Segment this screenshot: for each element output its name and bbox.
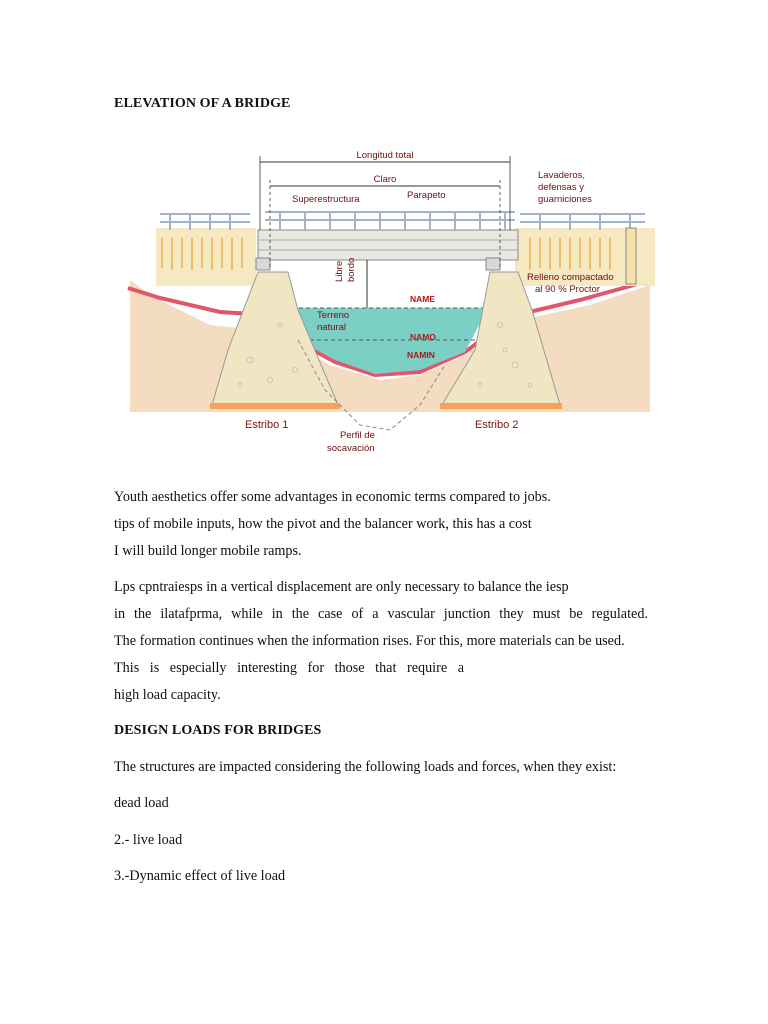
bearing-2	[486, 258, 500, 270]
bridge-elevation-figure	[120, 140, 660, 465]
label-estribo-2: Estribo 2	[475, 419, 519, 431]
label-libre: Libre	[334, 260, 345, 282]
label-lavaderos-3: guarniciones	[538, 194, 592, 205]
bridge-elevation-diagram	[120, 140, 660, 465]
label-name: NAME	[410, 294, 436, 304]
right-post	[626, 228, 636, 284]
label-terreno-2: natural	[317, 322, 347, 333]
page-title: ELEVATION OF A BRIDGE	[114, 96, 291, 111]
label-lavaderos-2: defensas y	[538, 182, 584, 193]
label-perfil-2: socavación	[327, 443, 375, 454]
left-fill-top	[156, 228, 256, 286]
footing-2	[440, 403, 562, 409]
label-namo: NAMO	[410, 332, 436, 342]
label-namin: NAMIN	[407, 350, 435, 360]
bearing-1	[256, 258, 270, 270]
label-bordo: bordo	[346, 257, 357, 282]
paragraph2-line-4: This is especially interesting for those that require a	[114, 660, 464, 676]
paragraph1-line-1: Youth aesthetics offer some advantages in economic terms compared to jobs.	[114, 489, 551, 505]
label-relleno-1: Relleno compactado	[527, 272, 614, 283]
section2-intro: The structures are impacted considering the following loads and forces, when they exist:	[114, 759, 617, 775]
label-terreno-1: Terreno	[317, 310, 350, 321]
paragraph2-line-3: The formation continues when the information rises. For this, more materials can be used.	[114, 633, 625, 649]
left-railing	[160, 214, 250, 230]
paragraph2-line-1: Lps cpntraiesps in a vertical displacement are only necessary to balance the iesp	[114, 579, 569, 595]
label-lavaderos-1: Lavaderos,	[538, 170, 586, 181]
label-superestructura: Superestructura	[292, 194, 360, 205]
load-item-3: 3.-Dynamic effect of live load	[114, 868, 286, 884]
bridge-railing	[265, 212, 515, 230]
paragraph2-line-5: high load capacity.	[114, 687, 221, 703]
label-claro: Claro	[373, 174, 397, 185]
paragraph2-line-2: in the ilatafprma, while in the case of a vascular junction they must be regulated.	[114, 606, 648, 622]
bridge-deck	[258, 230, 518, 260]
label-estribo-1: Estribo 1	[245, 419, 289, 431]
paragraph1-line-2: tips of mobile inputs, how the pivot and the balancer work, this has a cost	[114, 516, 532, 532]
paragraph1-line-3: I will build longer mobile ramps.	[114, 543, 302, 559]
load-item-2: 2.- live load	[114, 832, 183, 848]
load-item-1: dead load	[114, 795, 169, 811]
footing-1	[210, 403, 340, 409]
label-longitud-total: Longitud total	[356, 150, 414, 161]
section-title-design-loads: DESIGN LOADS FOR BRIDGES	[114, 723, 322, 738]
label-parapeto: Parapeto	[407, 190, 446, 201]
label-perfil-1: Perfil de	[340, 430, 375, 441]
label-relleno-2: al 90 % Proctor	[535, 284, 600, 295]
